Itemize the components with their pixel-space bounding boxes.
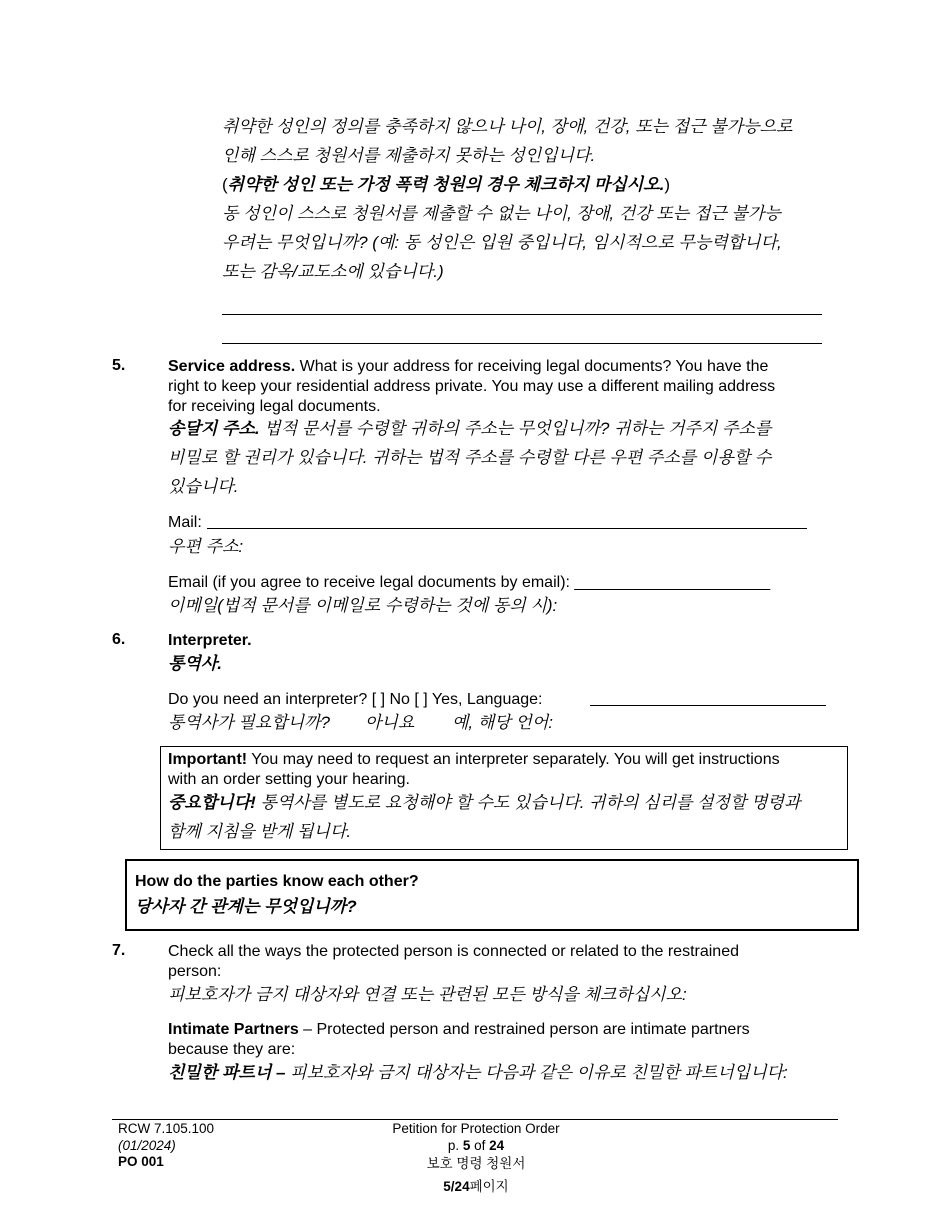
- footer-rcw: RCW 7.105.100: [118, 1121, 215, 1136]
- interpreter-question-ko: 통역사가 필요합니까?: [168, 713, 330, 732]
- footer-page-ko: [376, 1179, 576, 1196]
- footer-form-number: PO 001: [118, 1154, 164, 1169]
- section-title: Interpreter.: [168, 632, 252, 649]
- mail-field[interactable]: [207, 528, 807, 529]
- important-label: Important!: [168, 751, 248, 768]
- vulnerable-adult-desc: [222, 112, 862, 286]
- section-title-ko: 송달지 주소.: [168, 419, 260, 438]
- relationship-heading-box: [125, 859, 859, 931]
- section-text: person:: [168, 963, 222, 980]
- service-address-text: [168, 357, 848, 417]
- section-number: 5.: [112, 357, 126, 374]
- relationship-title-ko: 당사자 간 관계는 무엇입니까?: [135, 897, 357, 916]
- relationship-title: How do the parties know each other?: [135, 873, 419, 890]
- mail-label: Mail:: [168, 514, 202, 531]
- important-text: [168, 750, 838, 790]
- footer-page: [376, 1138, 576, 1155]
- desc-line: 인해 스스로 청원서를 제출하지 못하는 성인입니다.: [222, 146, 596, 165]
- page-ko-suffix: 페이지: [469, 1178, 509, 1194]
- section7-text: [168, 942, 848, 982]
- footer-left: [118, 1121, 214, 1171]
- answer-line[interactable]: [222, 343, 822, 344]
- section-text: Check all the ways the protected person is connected or related to the restrained: [168, 943, 739, 960]
- note-paren: ): [664, 175, 670, 194]
- question-line: 우려는 무엇입니까? (예: 동 성인은 입원 중입니다, 임시적으로 무능력합니다,: [222, 233, 782, 252]
- email-label-ko: 이메일(법적 문서를 이메일로 수령하는 것에 동의 시):: [168, 596, 558, 615]
- email-field[interactable]: Email (if you agree to receive legal documents by email): ______________________: [168, 574, 771, 591]
- important-line-ko: 함께 지침을 받게 됩니다.: [168, 822, 352, 841]
- note-bold: 취약한 성인 또는 가정 폭력 청원의 경우 체크하지 마십시오.: [227, 175, 665, 194]
- intimate-label: Intimate Partners: [168, 1021, 299, 1038]
- vulnerable-note: [222, 170, 862, 199]
- section-text-ko: 있습니다.: [168, 477, 239, 496]
- footer-title-ko: 보호 명령 청원서: [426, 1156, 526, 1171]
- intimate-label-ko: 친밀한 파트너 –: [168, 1063, 286, 1082]
- important-label-ko: 중요합니다!: [168, 793, 256, 812]
- important-box: [160, 746, 848, 850]
- important-line: You may need to request an interpreter separately. You will get instructions: [247, 751, 780, 768]
- question-line: 동 성인이 스스로 청원서를 제출할 수 없는 나이, 장애, 건강 또는 접근 불가능: [222, 204, 781, 223]
- section-text: for receiving legal documents.: [168, 398, 381, 415]
- interpreter-question[interactable]: Do you need an interpreter? [ ] No [ ] Yes, Language:: [168, 691, 543, 708]
- important-text-ko: [168, 788, 843, 846]
- section-number: 7.: [112, 942, 126, 959]
- footer-center: [376, 1121, 576, 1195]
- footer-title: Petition for Protection Order: [392, 1121, 560, 1136]
- intimate-line: – Protected person and restrained person are intimate partners: [298, 1021, 750, 1038]
- desc-line: 취약한 성인의 정의를 충족하지 않으나 나이, 장애, 건강, 또는 접근 불가능으로: [222, 117, 793, 136]
- page-number: 5: [462, 1137, 471, 1153]
- section-title-ko: 통역사.: [168, 654, 222, 673]
- intimate-partners-text: [168, 1020, 848, 1060]
- intimate-line-ko: 피보호자와 금지 대상자는 다음과 같은 이유로 친밀한 파트너입니다:: [285, 1063, 788, 1082]
- page-total: 24: [489, 1137, 505, 1153]
- section-text-ko: 비밀로 할 권리가 있습니다. 귀하는 법적 주소를 수령할 다른 우편 주소를 이용할 수: [168, 448, 772, 467]
- footer-rule: [112, 1119, 838, 1120]
- yes-label-ko: 예, 해당 언어:: [452, 713, 554, 732]
- section-number: 6.: [112, 631, 126, 648]
- no-label-ko: 아니요: [365, 713, 415, 732]
- section-text-ko: 법적 문서를 수령할 귀하의 주소는 무엇입니까? 귀하는 거주지 주소를: [259, 419, 772, 438]
- page-prefix: p.: [447, 1137, 463, 1153]
- note-paren: (: [222, 175, 228, 194]
- page-of: of: [470, 1137, 490, 1153]
- service-address-text-ko: [168, 414, 848, 501]
- question-line: 또는 감옥/교도소에 있습니다.): [222, 262, 444, 281]
- page-ko-number: 5/24: [443, 1178, 470, 1194]
- mail-label-ko: 우편 주소:: [168, 537, 244, 556]
- section-text: What is your address for receiving legal documents? You have the: [295, 358, 769, 375]
- section-text: right to keep your residential address private. You may use a different mailing address: [168, 378, 776, 395]
- footer-date: (01/2024): [118, 1137, 176, 1153]
- section-title: Service address.: [168, 358, 296, 375]
- important-line-ko: 통역사를 별도로 요청해야 할 수도 있습니다. 귀하의 심리를 설정할 명령과: [255, 793, 801, 812]
- intimate-line: because they are:: [168, 1041, 296, 1058]
- intimate-partners-text-ko: [168, 1058, 788, 1087]
- important-line: with an order setting your hearing.: [168, 771, 410, 788]
- language-field[interactable]: [590, 705, 826, 706]
- section-text-ko: 피보호자가 금지 대상자와 연결 또는 관련된 모든 방식을 체크하십시오:: [168, 985, 687, 1004]
- answer-line[interactable]: [222, 314, 822, 315]
